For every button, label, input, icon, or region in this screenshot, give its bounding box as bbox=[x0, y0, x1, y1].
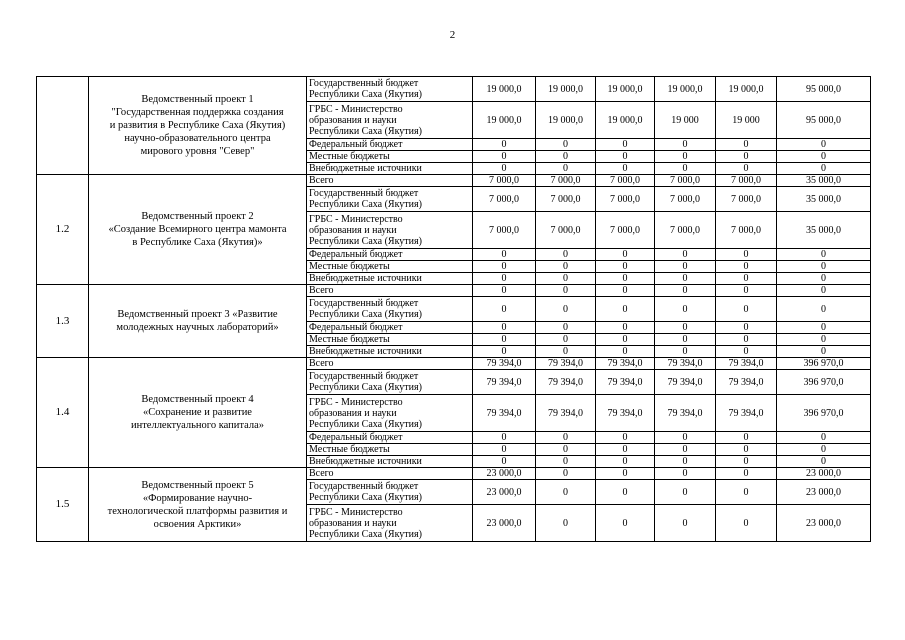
amount-cell: 0 bbox=[716, 285, 777, 297]
funding-source-line: Государственный бюджет bbox=[309, 481, 419, 492]
amount-cell: 23 000,0 bbox=[473, 468, 536, 480]
funding-source-line: Федеральный бюджет bbox=[309, 432, 403, 443]
total-amount-cell: 0 bbox=[777, 249, 871, 261]
row-number-cell: 1.4 bbox=[37, 358, 89, 468]
project-name-line: "Государственная поддержка создания bbox=[111, 107, 284, 118]
funding-source-line: Федеральный бюджет bbox=[309, 139, 403, 150]
amount-cell: 0 bbox=[716, 480, 777, 505]
amount-cell: 0 bbox=[536, 444, 596, 456]
total-amount-cell: 95 000,0 bbox=[777, 77, 871, 102]
amount-cell: 0 bbox=[655, 444, 716, 456]
table-row bbox=[37, 468, 871, 480]
row-number-cell: 1.3 bbox=[37, 285, 89, 358]
amount-cell: 79 394,0 bbox=[596, 370, 655, 395]
total-amount-cell: 0 bbox=[777, 151, 871, 163]
amount-cell: 0 bbox=[655, 249, 716, 261]
amount-cell: 0 bbox=[473, 346, 536, 358]
amount-cell: 0 bbox=[536, 322, 596, 334]
amount-cell: 7 000,0 bbox=[536, 187, 596, 212]
table-row bbox=[37, 175, 871, 187]
amount-cell: 0 bbox=[655, 151, 716, 163]
amount-cell: 0 bbox=[536, 334, 596, 346]
funding-source-line: Внебюджетные источники bbox=[309, 456, 422, 467]
amount-cell: 19 000,0 bbox=[655, 77, 716, 102]
funding-source-line: образования и науки bbox=[309, 517, 397, 529]
amount-cell: 0 bbox=[655, 273, 716, 285]
amount-cell: 0 bbox=[473, 163, 536, 175]
funding-source-line: образования и науки bbox=[309, 224, 397, 236]
total-amount-cell: 23 000,0 bbox=[777, 468, 871, 480]
amount-cell: 7 000,0 bbox=[655, 187, 716, 212]
funding-source-line: Государственный бюджет bbox=[309, 78, 419, 89]
funding-source-line: Федеральный бюджет bbox=[309, 249, 403, 260]
funding-source-line: Республики Саха (Якутия) bbox=[309, 382, 422, 393]
funding-source-line: Всего bbox=[309, 285, 334, 296]
project-name-line: Ведомственный проект 2 bbox=[141, 211, 254, 222]
amount-cell: 0 bbox=[596, 151, 655, 163]
amount-cell: 0 bbox=[536, 468, 596, 480]
funding-source-line: Внебюджетные источники bbox=[309, 163, 422, 174]
amount-cell: 0 bbox=[536, 505, 596, 542]
project-name-cell bbox=[89, 285, 307, 358]
total-amount-cell: 95 000,0 bbox=[777, 102, 871, 139]
funding-source-line: Государственный бюджет bbox=[309, 188, 419, 199]
row-number-cell bbox=[37, 77, 89, 175]
amount-cell: 79 394,0 bbox=[716, 358, 777, 370]
total-amount-cell: 0 bbox=[777, 139, 871, 151]
funding-source-line: Республики Саха (Якутия) bbox=[309, 89, 422, 100]
amount-cell: 0 bbox=[716, 432, 777, 444]
amount-cell: 0 bbox=[536, 261, 596, 273]
amount-cell: 19 000,0 bbox=[536, 77, 596, 102]
total-amount-cell: 0 bbox=[777, 456, 871, 468]
amount-cell: 0 bbox=[655, 505, 716, 542]
amount-cell: 0 bbox=[536, 297, 596, 322]
amount-cell: 19 000,0 bbox=[716, 77, 777, 102]
project-name-cell bbox=[89, 77, 307, 175]
funding-source-line: ГРБС - Министерство bbox=[309, 506, 403, 518]
funding-source-line: ГРБС - Министерство bbox=[309, 103, 403, 115]
amount-cell: 23 000,0 bbox=[473, 505, 536, 542]
amount-cell: 0 bbox=[536, 480, 596, 505]
funding-source-line: Республики Саха (Якутия) bbox=[309, 309, 422, 320]
amount-cell: 0 bbox=[536, 163, 596, 175]
amount-cell: 0 bbox=[596, 456, 655, 468]
project-name-cell bbox=[89, 358, 307, 468]
amount-cell: 0 bbox=[716, 468, 777, 480]
amount-cell: 0 bbox=[655, 261, 716, 273]
amount-cell: 19 000,0 bbox=[473, 77, 536, 102]
amount-cell: 0 bbox=[655, 297, 716, 322]
page-number: 2 bbox=[449, 29, 456, 41]
amount-cell: 23 000,0 bbox=[473, 480, 536, 505]
funding-source-line: ГРБС - Министерство bbox=[309, 213, 403, 225]
project-name-line: технологической платформы развития и bbox=[107, 505, 288, 517]
amount-cell: 79 394,0 bbox=[536, 358, 596, 370]
amount-cell: 0 bbox=[716, 163, 777, 175]
funding-source-cell bbox=[307, 395, 473, 432]
funding-source-cell bbox=[307, 346, 473, 358]
funding-source-cell bbox=[307, 151, 473, 163]
amount-cell: 0 bbox=[473, 322, 536, 334]
amount-cell: 79 394,0 bbox=[536, 395, 596, 432]
total-amount-cell: 0 bbox=[777, 163, 871, 175]
funding-source-line: Республики Саха (Якутия) bbox=[309, 418, 422, 430]
funding-source-line: Государственный бюджет bbox=[309, 298, 419, 309]
total-amount-cell: 35 000,0 bbox=[777, 212, 871, 249]
total-amount-cell: 0 bbox=[777, 334, 871, 346]
total-amount-cell: 396 970,0 bbox=[777, 395, 871, 432]
budget-table bbox=[36, 76, 871, 542]
project-name-line: мирового уровня "Север" bbox=[140, 146, 255, 157]
funding-source-cell bbox=[307, 102, 473, 139]
amount-cell: 0 bbox=[536, 346, 596, 358]
row-number-cell: 1.5 bbox=[37, 468, 89, 542]
amount-cell: 0 bbox=[596, 139, 655, 151]
amount-cell: 0 bbox=[655, 432, 716, 444]
amount-cell: 0 bbox=[655, 139, 716, 151]
funding-source-cell bbox=[307, 444, 473, 456]
amount-cell: 0 bbox=[596, 505, 655, 542]
amount-cell: 79 394,0 bbox=[716, 395, 777, 432]
amount-cell: 7 000,0 bbox=[716, 212, 777, 249]
funding-source-line: Республики Саха (Якутия) bbox=[309, 125, 422, 137]
funding-source-cell bbox=[307, 334, 473, 346]
funding-source-line: Республики Саха (Якутия) bbox=[309, 528, 422, 540]
funding-source-cell bbox=[307, 480, 473, 505]
amount-cell: 7 000,0 bbox=[716, 175, 777, 187]
funding-source-line: Внебюджетные источники bbox=[309, 273, 422, 284]
funding-source-line: Всего bbox=[309, 468, 334, 479]
funding-source-line: Государственный бюджет bbox=[309, 371, 419, 382]
total-amount-cell: 0 bbox=[777, 322, 871, 334]
amount-cell: 79 394,0 bbox=[596, 358, 655, 370]
funding-source-line: Местные бюджеты bbox=[309, 334, 390, 345]
funding-source-line: Республики Саха (Якутия) bbox=[309, 235, 422, 247]
amount-cell: 0 bbox=[655, 163, 716, 175]
amount-cell: 0 bbox=[596, 163, 655, 175]
amount-cell: 0 bbox=[536, 285, 596, 297]
project-name-line: интеллектуального капитала» bbox=[130, 420, 265, 431]
amount-cell: 0 bbox=[473, 456, 536, 468]
amount-cell: 7 000,0 bbox=[536, 212, 596, 249]
funding-source-line: Всего bbox=[309, 358, 334, 369]
funding-source-cell bbox=[307, 456, 473, 468]
amount-cell: 0 bbox=[536, 151, 596, 163]
amount-cell: 0 bbox=[596, 432, 655, 444]
project-name-line: в Республике Саха (Якутия)» bbox=[132, 237, 263, 248]
amount-cell: 0 bbox=[596, 468, 655, 480]
funding-source-cell bbox=[307, 468, 473, 480]
amount-cell: 0 bbox=[716, 261, 777, 273]
amount-cell: 0 bbox=[473, 444, 536, 456]
amount-cell: 0 bbox=[655, 322, 716, 334]
funding-source-cell bbox=[307, 285, 473, 297]
funding-source-cell bbox=[307, 432, 473, 444]
funding-source-cell bbox=[307, 358, 473, 370]
amount-cell: 7 000,0 bbox=[716, 187, 777, 212]
amount-cell: 0 bbox=[716, 273, 777, 285]
total-amount-cell: 23 000,0 bbox=[777, 505, 871, 542]
funding-source-cell bbox=[307, 249, 473, 261]
amount-cell: 0 bbox=[596, 285, 655, 297]
amount-cell: 79 394,0 bbox=[655, 358, 716, 370]
amount-cell: 19 000 bbox=[655, 102, 716, 139]
funding-source-cell bbox=[307, 261, 473, 273]
total-amount-cell: 0 bbox=[777, 273, 871, 285]
amount-cell: 0 bbox=[716, 334, 777, 346]
funding-source-cell bbox=[307, 297, 473, 322]
funding-source-line: Федеральный бюджет bbox=[309, 322, 403, 333]
amount-cell: 0 bbox=[473, 297, 536, 322]
amount-cell: 0 bbox=[655, 334, 716, 346]
amount-cell: 7 000,0 bbox=[596, 175, 655, 187]
amount-cell: 0 bbox=[716, 139, 777, 151]
funding-source-line: Местные бюджеты bbox=[309, 444, 390, 455]
budget-table-body bbox=[37, 77, 871, 542]
amount-cell: 0 bbox=[716, 346, 777, 358]
amount-cell: 19 000,0 bbox=[536, 102, 596, 139]
amount-cell: 0 bbox=[536, 432, 596, 444]
row-number-cell: 1.2 bbox=[37, 175, 89, 285]
funding-source-line: Республики Саха (Якутия) bbox=[309, 492, 422, 503]
total-amount-cell: 396 970,0 bbox=[777, 370, 871, 395]
amount-cell: 0 bbox=[596, 297, 655, 322]
funding-source-cell bbox=[307, 163, 473, 175]
funding-source-cell bbox=[307, 77, 473, 102]
amount-cell: 0 bbox=[716, 322, 777, 334]
amount-cell: 0 bbox=[596, 249, 655, 261]
funding-source-cell bbox=[307, 370, 473, 395]
project-name-line: «Сохранение и развитие bbox=[143, 407, 252, 418]
total-amount-cell: 0 bbox=[777, 444, 871, 456]
amount-cell: 0 bbox=[473, 261, 536, 273]
funding-source-line: ГРБС - Министерство bbox=[309, 396, 403, 408]
total-amount-cell: 0 bbox=[777, 346, 871, 358]
amount-cell: 0 bbox=[716, 249, 777, 261]
amount-cell: 7 000,0 bbox=[536, 175, 596, 187]
funding-source-cell bbox=[307, 187, 473, 212]
amount-cell: 0 bbox=[716, 151, 777, 163]
amount-cell: 0 bbox=[596, 444, 655, 456]
amount-cell: 0 bbox=[473, 334, 536, 346]
amount-cell: 0 bbox=[473, 151, 536, 163]
table-row bbox=[37, 77, 871, 102]
project-name-line: Ведомственный проект 1 bbox=[141, 94, 254, 105]
amount-cell: 79 394,0 bbox=[655, 395, 716, 432]
funding-source-cell bbox=[307, 322, 473, 334]
funding-source-cell bbox=[307, 505, 473, 542]
amount-cell: 7 000,0 bbox=[473, 187, 536, 212]
project-name-line: Ведомственный проект 4 bbox=[141, 394, 254, 405]
amount-cell: 0 bbox=[473, 432, 536, 444]
amount-cell: 0 bbox=[655, 285, 716, 297]
funding-source-cell bbox=[307, 139, 473, 151]
project-name-cell bbox=[89, 468, 307, 542]
total-amount-cell: 0 bbox=[777, 297, 871, 322]
amount-cell: 0 bbox=[473, 249, 536, 261]
amount-cell: 0 bbox=[536, 456, 596, 468]
funding-source-cell bbox=[307, 175, 473, 187]
funding-source-line: Республики Саха (Якутия) bbox=[309, 199, 422, 210]
amount-cell: 0 bbox=[716, 297, 777, 322]
funding-source-line: образования и науки bbox=[309, 407, 397, 419]
amount-cell: 0 bbox=[473, 139, 536, 151]
funding-source-line: образования и науки bbox=[309, 114, 397, 126]
funding-source-line: Местные бюджеты bbox=[309, 261, 390, 272]
project-name-line: и развития в Республике Саха (Якутия) bbox=[109, 120, 286, 131]
funding-source-cell bbox=[307, 212, 473, 249]
amount-cell: 0 bbox=[596, 273, 655, 285]
amount-cell: 79 394,0 bbox=[473, 358, 536, 370]
amount-cell: 0 bbox=[536, 139, 596, 151]
amount-cell: 79 394,0 bbox=[716, 370, 777, 395]
funding-source-cell bbox=[307, 273, 473, 285]
amount-cell: 19 000,0 bbox=[473, 102, 536, 139]
total-amount-cell: 396 970,0 bbox=[777, 358, 871, 370]
total-amount-cell: 35 000,0 bbox=[777, 175, 871, 187]
amount-cell: 79 394,0 bbox=[473, 370, 536, 395]
funding-source-line: Всего bbox=[309, 175, 334, 186]
amount-cell: 0 bbox=[716, 444, 777, 456]
total-amount-cell: 23 000,0 bbox=[777, 480, 871, 505]
total-amount-cell: 0 bbox=[777, 285, 871, 297]
amount-cell: 0 bbox=[655, 346, 716, 358]
total-amount-cell: 35 000,0 bbox=[777, 187, 871, 212]
project-name-line: молодежных научных лабораторий» bbox=[116, 322, 279, 333]
project-name-line: научно-образовательного центра bbox=[124, 133, 271, 144]
amount-cell: 79 394,0 bbox=[655, 370, 716, 395]
amount-cell: 0 bbox=[596, 334, 655, 346]
amount-cell: 7 000,0 bbox=[655, 212, 716, 249]
total-amount-cell: 0 bbox=[777, 261, 871, 273]
amount-cell: 0 bbox=[596, 346, 655, 358]
total-amount-cell: 0 bbox=[777, 432, 871, 444]
project-name-line: Ведомственный проект 3 «Развитие bbox=[117, 309, 278, 320]
amount-cell: 0 bbox=[655, 468, 716, 480]
amount-cell: 0 bbox=[596, 322, 655, 334]
amount-cell: 0 bbox=[596, 480, 655, 505]
amount-cell: 79 394,0 bbox=[473, 395, 536, 432]
project-name-line: «Формирование научно- bbox=[142, 492, 253, 504]
table-row bbox=[37, 285, 871, 297]
amount-cell: 19 000 bbox=[716, 102, 777, 139]
amount-cell: 0 bbox=[536, 249, 596, 261]
amount-cell: 79 394,0 bbox=[536, 370, 596, 395]
amount-cell: 0 bbox=[473, 285, 536, 297]
amount-cell: 7 000,0 bbox=[596, 187, 655, 212]
amount-cell: 0 bbox=[716, 456, 777, 468]
project-name-line: освоения Арктики» bbox=[153, 518, 242, 530]
table-row bbox=[37, 358, 871, 370]
project-name-line: «Создание Всемирного центра мамонта bbox=[108, 224, 287, 235]
project-name-line: Ведомственный проект 5 bbox=[141, 479, 254, 491]
amount-cell: 0 bbox=[536, 273, 596, 285]
amount-cell: 0 bbox=[473, 273, 536, 285]
amount-cell: 19 000,0 bbox=[596, 102, 655, 139]
project-name-cell bbox=[89, 175, 307, 285]
amount-cell: 0 bbox=[655, 456, 716, 468]
amount-cell: 79 394,0 bbox=[596, 395, 655, 432]
amount-cell: 19 000,0 bbox=[596, 77, 655, 102]
amount-cell: 0 bbox=[655, 480, 716, 505]
amount-cell: 0 bbox=[716, 505, 777, 542]
amount-cell: 7 000,0 bbox=[473, 175, 536, 187]
funding-source-line: Местные бюджеты bbox=[309, 151, 390, 162]
amount-cell: 7 000,0 bbox=[655, 175, 716, 187]
amount-cell: 7 000,0 bbox=[596, 212, 655, 249]
funding-source-line: Внебюджетные источники bbox=[309, 346, 422, 357]
amount-cell: 7 000,0 bbox=[473, 212, 536, 249]
amount-cell: 0 bbox=[596, 261, 655, 273]
